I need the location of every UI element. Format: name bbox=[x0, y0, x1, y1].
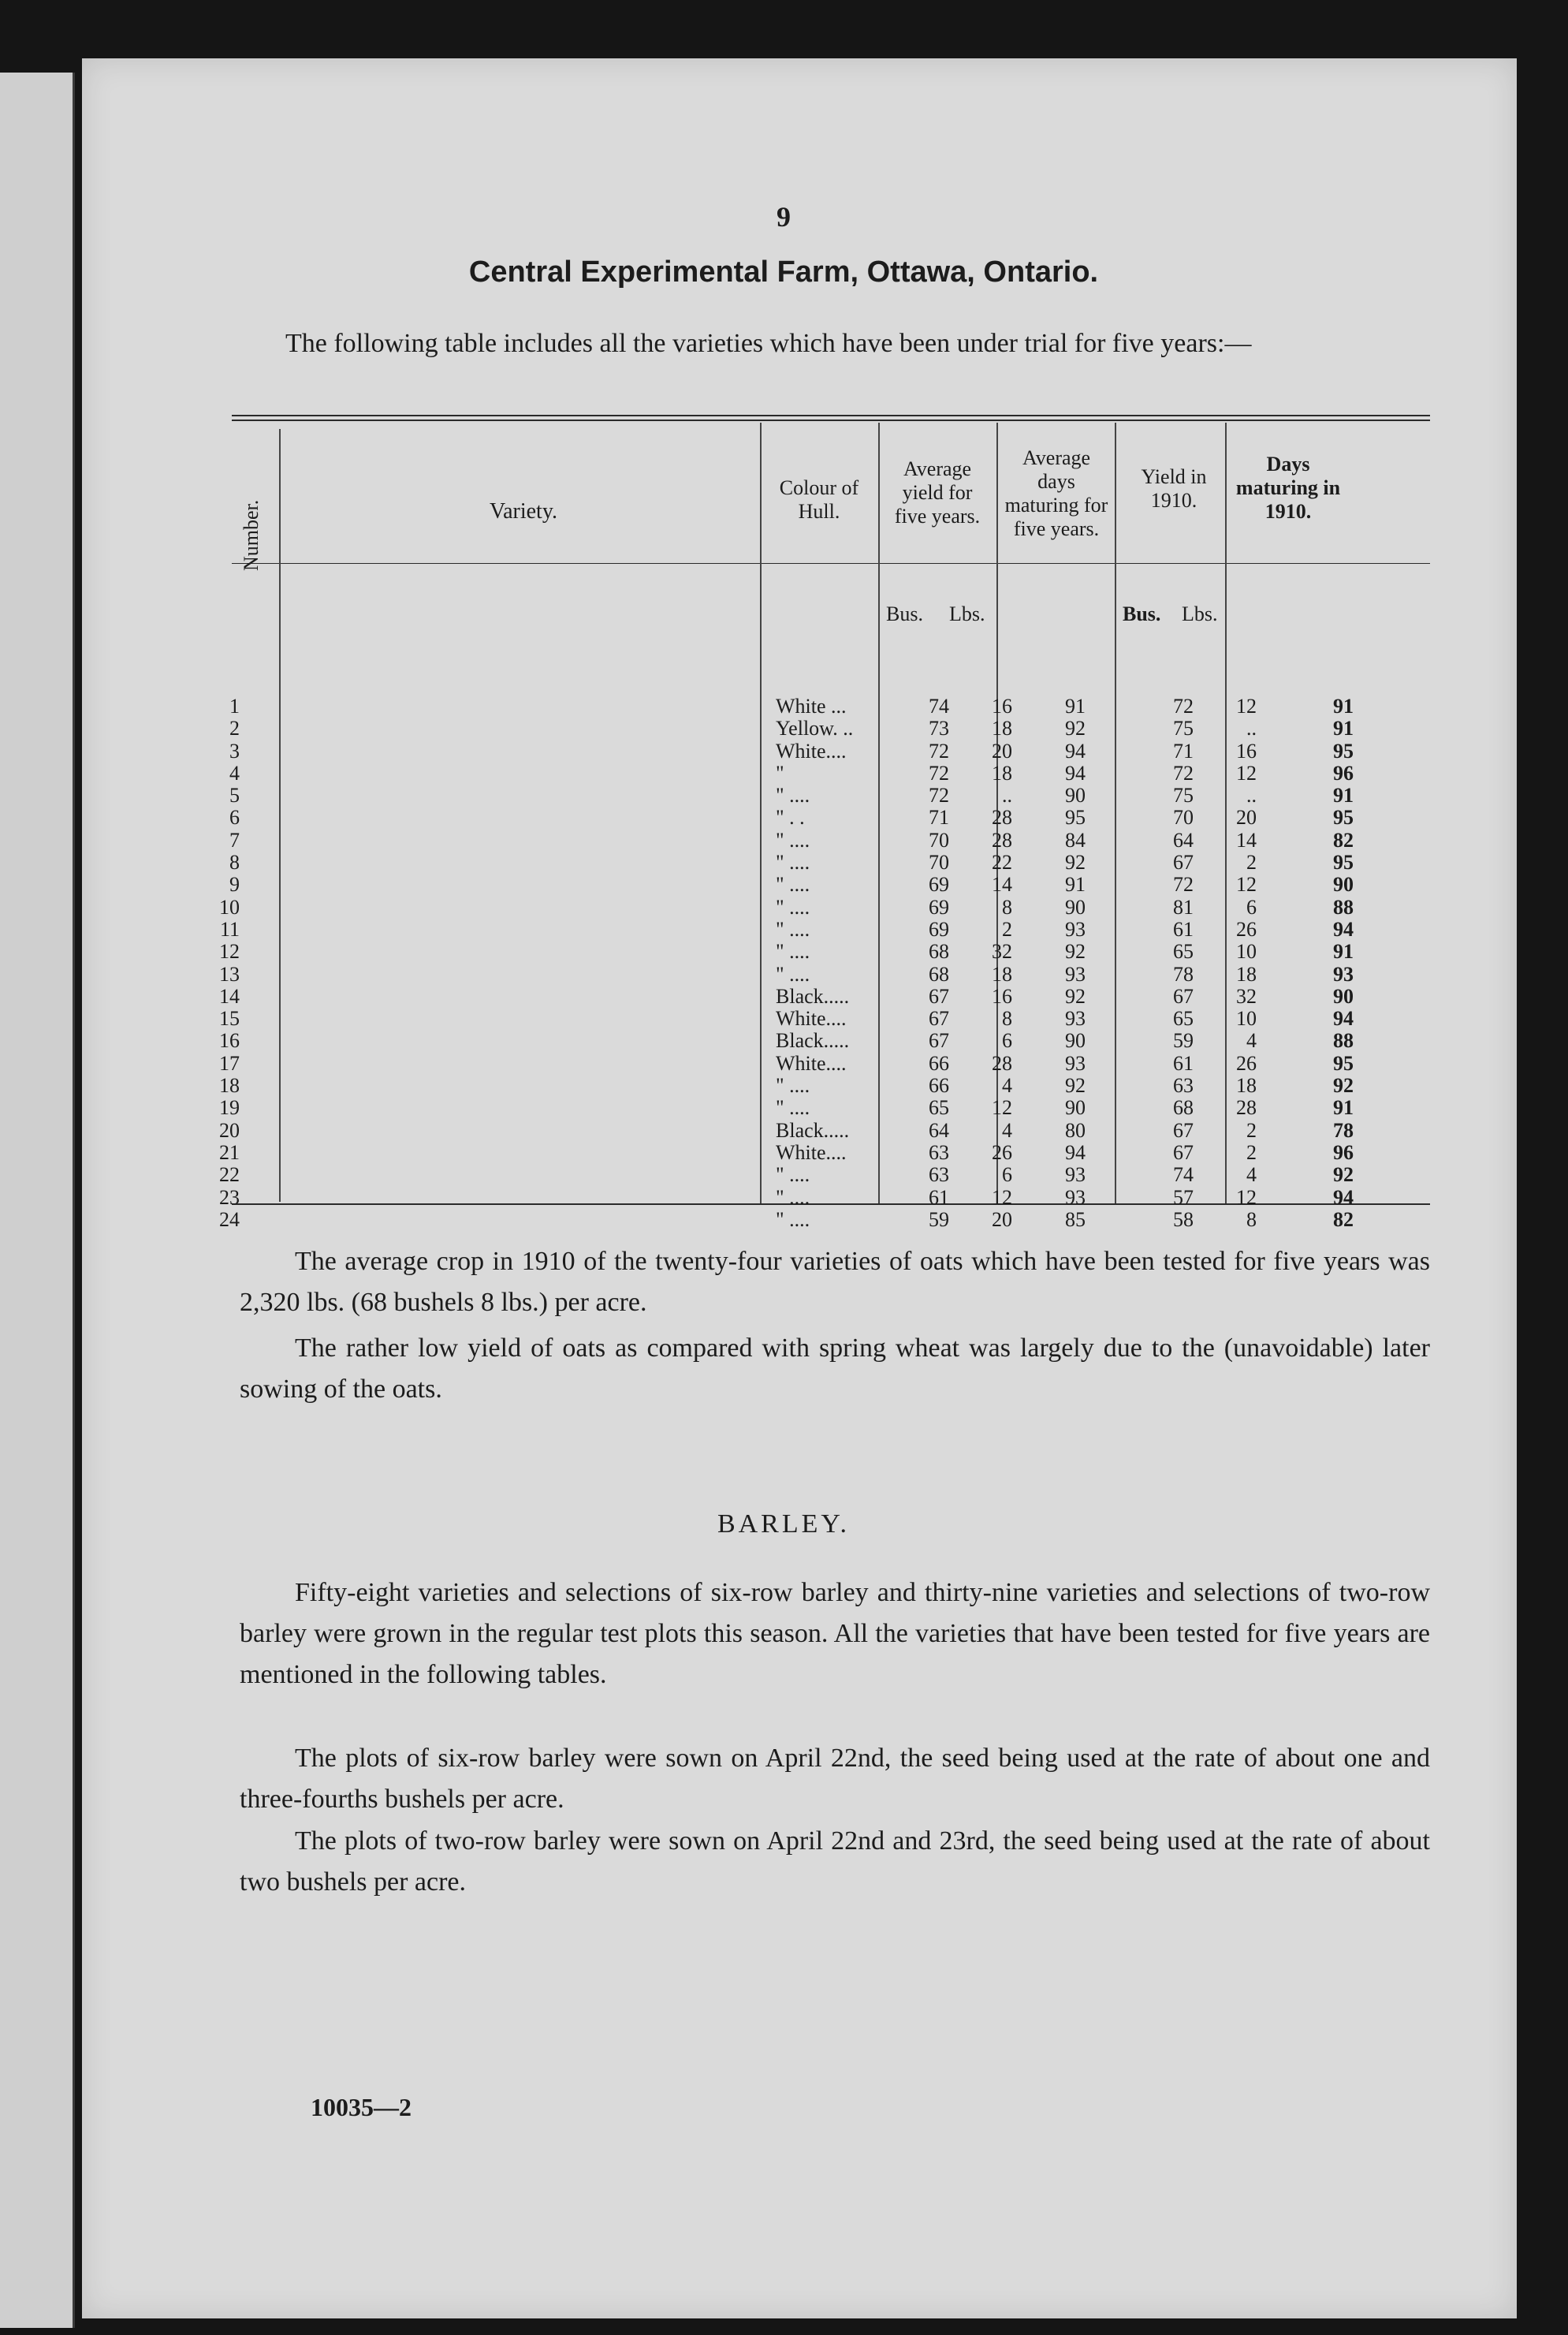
cell-avg-bus: 61 bbox=[929, 1185, 949, 1209]
cell-avg-lbs: 6 bbox=[1002, 1163, 1012, 1187]
cell-days-maturing: 90 bbox=[1333, 984, 1354, 1008]
cell-yield-bus: 67 bbox=[1173, 1118, 1194, 1142]
cell-avg-lbs: 28 bbox=[992, 1051, 1012, 1075]
cell-avg-bus: 68 bbox=[929, 940, 949, 964]
cell-avg-days: 90 bbox=[1065, 895, 1086, 919]
cell-yield-bus: 68 bbox=[1173, 1096, 1194, 1120]
cell-yield-bus: 71 bbox=[1173, 739, 1194, 763]
cell-avg-days: 91 bbox=[1065, 873, 1086, 897]
summary-paragraph: The average crop in 1910 of the twenty-four varieties of oats which have been tested for five years was 2,320 lbs. (68 bushels 8 lbs.) per acre. bbox=[240, 1247, 1430, 1317]
cell-avg-bus: 67 bbox=[929, 1007, 949, 1031]
cell-hull: " .... bbox=[776, 918, 810, 941]
cell-yield-lbs: 4 bbox=[1246, 1163, 1257, 1187]
cell-days-maturing: 96 bbox=[1333, 761, 1354, 785]
cell-days-maturing: 92 bbox=[1333, 1163, 1354, 1187]
cell-hull: White ... bbox=[776, 696, 847, 718]
cell-hull: " .... bbox=[776, 852, 810, 875]
cell-yield-lbs: 32 bbox=[1236, 984, 1257, 1008]
cell-avg-lbs: 12 bbox=[992, 1096, 1012, 1120]
cell-avg-bus: 67 bbox=[929, 984, 949, 1008]
cell-avg-bus: 66 bbox=[929, 1074, 949, 1098]
cell-yield-bus: 65 bbox=[1173, 940, 1194, 964]
cell-avg-bus: 68 bbox=[929, 962, 949, 986]
cell-avg-lbs: 20 bbox=[992, 739, 1012, 763]
cell-avg-bus: 63 bbox=[929, 1140, 949, 1164]
cell-avg-days: 80 bbox=[1065, 1118, 1086, 1142]
cell-hull: Black..... bbox=[776, 985, 850, 1008]
cell-yield-lbs: 12 bbox=[1236, 695, 1257, 718]
cell-hull: " .... bbox=[776, 896, 810, 919]
cell-avg-lbs: 8 bbox=[1002, 1007, 1012, 1031]
cell-yield-bus: 75 bbox=[1173, 717, 1194, 740]
subheader-lbs: Lbs. bbox=[949, 602, 985, 625]
cell-avg-days: 92 bbox=[1065, 984, 1086, 1008]
cell-yield-lbs: 28 bbox=[1236, 1096, 1257, 1120]
cell-hull: " .... bbox=[776, 1208, 810, 1231]
cell-yield-lbs: 12 bbox=[1236, 873, 1257, 897]
table-row bbox=[208, 897, 1438, 919]
cell-number: 11 bbox=[219, 917, 240, 941]
cell-hull: Black..... bbox=[776, 1119, 850, 1142]
table-row bbox=[208, 785, 1438, 807]
cell-avg-lbs: 18 bbox=[992, 717, 1012, 740]
table-row bbox=[208, 830, 1438, 852]
cell-avg-days: 90 bbox=[1065, 1029, 1086, 1053]
cell-yield-lbs: 4 bbox=[1246, 1029, 1257, 1053]
cell-number: 24 bbox=[219, 1207, 240, 1231]
cell-number: 19 bbox=[219, 1096, 240, 1120]
cell-avg-bus: 69 bbox=[929, 917, 949, 941]
barley-paragraph-3: The plots of two-row barley were sown on April 22nd and 23rd, the seed being used at the rate of about two bushels per acre. bbox=[240, 1826, 1430, 1897]
header-variety: Variety. bbox=[489, 499, 558, 524]
cell-number: 6 bbox=[229, 806, 240, 830]
cell-yield-lbs: 18 bbox=[1236, 1074, 1257, 1098]
cell-avg-bus: 72 bbox=[929, 739, 949, 763]
explanation-paragraph: The rather low yield of oats as compared with spring wheat was largely due to the (unavoidable) later sowing of the oats. bbox=[240, 1333, 1430, 1404]
cell-avg-days: 92 bbox=[1065, 851, 1086, 875]
cell-number: 12 bbox=[219, 940, 240, 964]
cell-avg-bus: 65 bbox=[929, 1096, 949, 1120]
cell-number: 4 bbox=[229, 761, 240, 785]
cell-yield-lbs: 2 bbox=[1246, 1118, 1257, 1142]
cell-number: 1 bbox=[229, 695, 240, 718]
table-row bbox=[208, 740, 1438, 763]
cell-hull: White.... bbox=[776, 1141, 847, 1164]
cell-number: 5 bbox=[229, 784, 240, 808]
cell-hull: " .... bbox=[776, 1097, 810, 1120]
cell-hull: " . . bbox=[776, 807, 805, 830]
header-number: Number. bbox=[240, 499, 263, 571]
cell-avg-days: 93 bbox=[1065, 1185, 1086, 1209]
table-row bbox=[208, 718, 1438, 740]
cell-avg-lbs: 4 bbox=[1002, 1118, 1012, 1142]
cell-yield-bus: 63 bbox=[1173, 1074, 1194, 1098]
cell-days-maturing: 94 bbox=[1333, 1185, 1354, 1209]
table-row bbox=[208, 1075, 1438, 1097]
cell-yield-bus: 65 bbox=[1173, 1007, 1194, 1031]
cell-days-maturing: 82 bbox=[1333, 828, 1354, 852]
table-row bbox=[208, 1053, 1438, 1075]
cell-days-maturing: 91 bbox=[1333, 784, 1354, 808]
cell-number: 23 bbox=[219, 1185, 240, 1209]
cell-yield-bus: 75 bbox=[1173, 784, 1194, 808]
table-row bbox=[208, 986, 1438, 1008]
cell-days-maturing: 94 bbox=[1333, 1007, 1354, 1031]
cell-days-maturing: 95 bbox=[1333, 806, 1354, 830]
cell-yield-lbs: 6 bbox=[1246, 895, 1257, 919]
cell-avg-lbs: 16 bbox=[992, 984, 1012, 1008]
cell-hull: " .... bbox=[776, 1075, 810, 1098]
cell-avg-lbs: 32 bbox=[992, 940, 1012, 964]
cell-days-maturing: 88 bbox=[1333, 1029, 1354, 1053]
cell-avg-bus: 69 bbox=[929, 895, 949, 919]
cell-yield-lbs: 8 bbox=[1246, 1207, 1257, 1231]
cell-days-maturing: 95 bbox=[1333, 851, 1354, 875]
cell-number: 7 bbox=[229, 828, 240, 852]
barley-paragraph-1: Fifty-eight varieties and selections of six-row barley and thirty-nine varieties and selections of two-row barley were grown in the regular test plots this season. All the varieties that have been tested for five years are mentioned in the following tables. bbox=[240, 1578, 1430, 1689]
cell-yield-bus: 72 bbox=[1173, 695, 1194, 718]
cell-avg-bus: 73 bbox=[929, 717, 949, 740]
cell-yield-bus: 59 bbox=[1173, 1029, 1194, 1053]
cell-yield-bus: 67 bbox=[1173, 1140, 1194, 1164]
cell-yield-lbs: 10 bbox=[1236, 1007, 1257, 1031]
cell-avg-lbs: 18 bbox=[992, 962, 1012, 986]
cell-avg-bus: 67 bbox=[929, 1029, 949, 1053]
cell-avg-days: 90 bbox=[1065, 1096, 1086, 1120]
cell-number: 20 bbox=[219, 1118, 240, 1142]
cell-avg-lbs: 14 bbox=[992, 873, 1012, 897]
cell-hull: " bbox=[776, 762, 784, 785]
cell-days-maturing: 96 bbox=[1333, 1140, 1354, 1164]
cell-hull: " .... bbox=[776, 1164, 810, 1187]
cell-days-maturing: 91 bbox=[1333, 1096, 1354, 1120]
table-row bbox=[208, 807, 1438, 829]
cell-avg-days: 90 bbox=[1065, 784, 1086, 808]
cell-days-maturing: 92 bbox=[1333, 1074, 1354, 1098]
cell-avg-bus: 74 bbox=[929, 695, 949, 718]
cell-avg-lbs: 26 bbox=[992, 1140, 1012, 1164]
cell-yield-lbs: 16 bbox=[1236, 739, 1257, 763]
cell-hull: Yellow. .. bbox=[776, 718, 854, 740]
cell-yield-bus: 72 bbox=[1173, 761, 1194, 785]
cell-yield-lbs: 12 bbox=[1236, 1185, 1257, 1209]
cell-avg-days: 93 bbox=[1065, 962, 1086, 986]
cell-yield-lbs: 26 bbox=[1236, 917, 1257, 941]
table-row bbox=[208, 964, 1438, 986]
cell-yield-lbs: 10 bbox=[1236, 940, 1257, 964]
cell-days-maturing: 90 bbox=[1333, 873, 1354, 897]
cell-avg-lbs: 6 bbox=[1002, 1029, 1012, 1053]
subheader-lbs-1910: Lbs. bbox=[1182, 602, 1218, 625]
cell-yield-bus: 61 bbox=[1173, 917, 1194, 941]
cell-avg-days: 93 bbox=[1065, 917, 1086, 941]
cell-days-maturing: 94 bbox=[1333, 917, 1354, 941]
cell-number: 15 bbox=[219, 1007, 240, 1031]
cell-avg-days: 92 bbox=[1065, 1074, 1086, 1098]
cell-yield-bus: 74 bbox=[1173, 1163, 1194, 1187]
cell-avg-lbs: 12 bbox=[992, 1185, 1012, 1209]
cell-number: 16 bbox=[219, 1029, 240, 1053]
cell-avg-lbs: .. bbox=[1002, 784, 1012, 808]
cell-avg-bus: 66 bbox=[929, 1051, 949, 1075]
cell-yield-lbs: .. bbox=[1246, 717, 1257, 740]
cell-yield-bus: 70 bbox=[1173, 806, 1194, 830]
cell-yield-lbs: 14 bbox=[1236, 828, 1257, 852]
cell-yield-lbs: 2 bbox=[1246, 851, 1257, 875]
cell-avg-lbs: 16 bbox=[992, 695, 1012, 718]
cell-yield-lbs: 20 bbox=[1236, 806, 1257, 830]
cell-avg-lbs: 20 bbox=[992, 1207, 1012, 1231]
facing-page-edge bbox=[0, 73, 75, 2328]
cell-number: 13 bbox=[219, 962, 240, 986]
cell-avg-lbs: 22 bbox=[992, 851, 1012, 875]
cell-yield-bus: 72 bbox=[1173, 873, 1194, 897]
page-title: Central Experimental Farm, Ottawa, Ontario. bbox=[468, 256, 1099, 289]
subheader-bus-1910: Bus. bbox=[1123, 602, 1161, 625]
table-row bbox=[208, 696, 1438, 718]
cell-avg-lbs: 28 bbox=[992, 806, 1012, 830]
cell-days-maturing: 91 bbox=[1333, 940, 1354, 964]
table-row bbox=[208, 1030, 1438, 1052]
cell-hull: " .... bbox=[776, 963, 810, 986]
header-avg-days: Average days maturing for five years. bbox=[1004, 446, 1108, 540]
cell-hull: Black..... bbox=[776, 1030, 850, 1053]
cell-hull: " .... bbox=[776, 829, 810, 852]
cell-number: 2 bbox=[229, 717, 240, 740]
cell-days-maturing: 82 bbox=[1333, 1207, 1354, 1231]
cell-hull: " .... bbox=[776, 941, 810, 964]
cell-days-maturing: 95 bbox=[1333, 1051, 1354, 1075]
cell-avg-lbs: 28 bbox=[992, 828, 1012, 852]
cell-avg-days: 92 bbox=[1065, 940, 1086, 964]
cell-avg-days: 92 bbox=[1065, 717, 1086, 740]
cell-hull: White.... bbox=[776, 740, 847, 763]
cell-avg-bus: 70 bbox=[929, 851, 949, 875]
cell-number: 18 bbox=[219, 1074, 240, 1098]
cell-avg-bus: 71 bbox=[929, 806, 949, 830]
cell-days-maturing: 91 bbox=[1333, 695, 1354, 718]
cell-number: 22 bbox=[219, 1163, 240, 1187]
cell-yield-lbs: .. bbox=[1246, 784, 1257, 808]
cell-yield-bus: 57 bbox=[1173, 1185, 1194, 1209]
table-row bbox=[208, 852, 1438, 874]
header-hull: Colour of Hull. bbox=[779, 476, 859, 523]
cell-number: 8 bbox=[229, 851, 240, 875]
cell-avg-bus: 70 bbox=[929, 828, 949, 852]
cell-number: 17 bbox=[219, 1051, 240, 1075]
cell-yield-lbs: 2 bbox=[1246, 1140, 1257, 1164]
cell-avg-days: 85 bbox=[1065, 1207, 1086, 1231]
cell-avg-bus: 69 bbox=[929, 873, 949, 897]
barley-paragraph-2: The plots of six-row barley were sown on April 22nd, the seed being used at the rate of about one and three-fourths bushels per acre. bbox=[240, 1744, 1430, 1814]
cell-avg-days: 94 bbox=[1065, 739, 1086, 763]
cell-avg-days: 93 bbox=[1065, 1051, 1086, 1075]
cell-hull: " .... bbox=[776, 874, 810, 897]
table-row bbox=[208, 1120, 1438, 1142]
cell-avg-lbs: 8 bbox=[1002, 895, 1012, 919]
table-row bbox=[208, 1008, 1438, 1030]
cell-avg-days: 84 bbox=[1065, 828, 1086, 852]
cell-number: 10 bbox=[219, 895, 240, 919]
cell-hull: " .... bbox=[776, 785, 810, 808]
cell-avg-days: 94 bbox=[1065, 761, 1086, 785]
table-body bbox=[208, 696, 1438, 1231]
cell-days-maturing: 78 bbox=[1333, 1118, 1354, 1142]
cell-yield-bus: 67 bbox=[1173, 851, 1194, 875]
cell-hull: White.... bbox=[776, 1052, 847, 1075]
cell-hull: White.... bbox=[776, 1008, 847, 1031]
table-row bbox=[208, 941, 1438, 963]
page-number: 9 bbox=[777, 201, 791, 233]
cell-yield-bus: 78 bbox=[1173, 962, 1194, 986]
cell-number: 21 bbox=[219, 1140, 240, 1164]
cell-avg-days: 93 bbox=[1065, 1163, 1086, 1187]
cell-days-maturing: 93 bbox=[1333, 962, 1354, 986]
cell-days-maturing: 88 bbox=[1333, 895, 1354, 919]
cell-avg-days: 93 bbox=[1065, 1007, 1086, 1031]
cell-days-maturing: 91 bbox=[1333, 717, 1354, 740]
table-row bbox=[208, 1142, 1438, 1164]
table-row bbox=[208, 763, 1438, 785]
cell-yield-bus: 58 bbox=[1173, 1207, 1194, 1231]
cell-avg-bus: 72 bbox=[929, 761, 949, 785]
cell-days-maturing: 95 bbox=[1333, 739, 1354, 763]
cell-avg-lbs: 2 bbox=[1002, 917, 1012, 941]
table-row bbox=[208, 919, 1438, 941]
cell-avg-lbs: 18 bbox=[992, 761, 1012, 785]
header-yield-1910: Yield in 1910. bbox=[1141, 465, 1207, 512]
cell-number: 9 bbox=[229, 873, 240, 897]
cell-number: 14 bbox=[219, 984, 240, 1008]
table-row bbox=[208, 1097, 1438, 1119]
cell-avg-days: 94 bbox=[1065, 1140, 1086, 1164]
cell-avg-days: 95 bbox=[1065, 806, 1086, 830]
cell-avg-bus: 64 bbox=[929, 1118, 949, 1142]
header-days-1910: Days maturing in 1910. bbox=[1235, 453, 1341, 523]
cell-avg-lbs: 4 bbox=[1002, 1074, 1012, 1098]
table-row bbox=[208, 874, 1438, 896]
footer-code: 10035—2 bbox=[311, 2093, 412, 2121]
cell-avg-bus: 72 bbox=[929, 784, 949, 808]
table-row bbox=[208, 1164, 1438, 1186]
cell-avg-bus: 63 bbox=[929, 1163, 949, 1187]
table-row bbox=[208, 1187, 1438, 1209]
cell-yield-lbs: 12 bbox=[1236, 761, 1257, 785]
document-page bbox=[82, 58, 1517, 2318]
cell-yield-lbs: 18 bbox=[1236, 962, 1257, 986]
cell-yield-bus: 81 bbox=[1173, 895, 1194, 919]
cell-yield-bus: 61 bbox=[1173, 1051, 1194, 1075]
subheader-bus: Bus. bbox=[886, 602, 923, 625]
cell-yield-lbs: 26 bbox=[1236, 1051, 1257, 1075]
cell-avg-days: 91 bbox=[1065, 695, 1086, 718]
section-heading-barley: BARLEY. bbox=[717, 1509, 851, 1539]
table-row bbox=[208, 1209, 1438, 1231]
header-avg-yield: Average yield for five years. bbox=[894, 457, 981, 528]
intro-paragraph: The following table includes all the varieties which have been under trial for five years:— bbox=[285, 329, 1252, 358]
cell-yield-bus: 67 bbox=[1173, 984, 1194, 1008]
cell-avg-bus: 59 bbox=[929, 1207, 949, 1231]
cell-hull: " .... bbox=[776, 1186, 810, 1209]
cell-number: 3 bbox=[229, 739, 240, 763]
cell-yield-bus: 64 bbox=[1173, 828, 1194, 852]
